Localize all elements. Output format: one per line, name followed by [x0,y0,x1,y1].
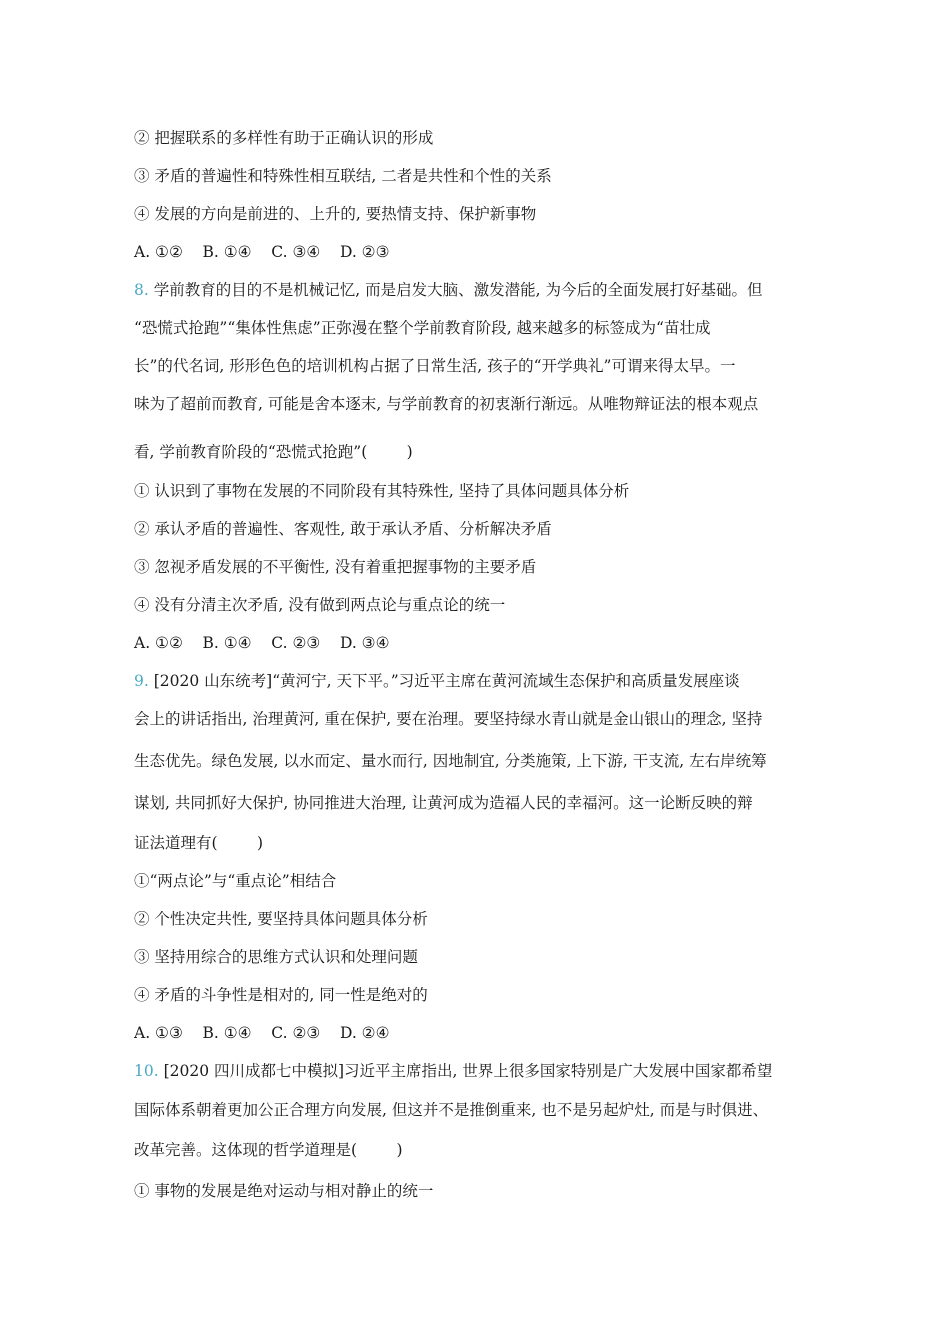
q7-answer-choices: A. ①② B. ①④ C. ③④ D. ②③ [134,243,390,261]
q9-answer-choices: A. ①③ B. ①④ C. ②③ D. ②④ [134,1024,390,1042]
q8-stem-line-1: 8. 学前教育的目的不是机械记忆, 而是启发大脑、激发潜能, 为今后的全面发展打好基础。但 [134,281,763,299]
q8-stem-line-5: 看, 学前教育阶段的“恐慌式抢跑”( ) [134,443,413,461]
q10-stem-line-1: 10. [2020 四川成都七中模拟]习近平主席指出, 世界上很多国家特别是广大发展中国家都希望 [134,1062,773,1080]
q8-option-2: ② 承认矛盾的普遍性、客观性, 敢于承认矛盾、分析解决矛盾 [134,520,552,538]
q8-stem-line-3: 长”的代名词, 形形色色的培训机构占据了日常生活, 孩子的“开学典礼”可谓来得太早。一 [134,357,736,375]
q7-option-4: ④ 发展的方向是前进的、上升的, 要热情支持、保护新事物 [134,205,537,223]
q10-option-1: ① 事物的发展是绝对运动与相对静止的统一 [134,1182,434,1200]
q10-stem-line-3: 改革完善。这体现的哲学道理是( ) [134,1141,403,1159]
q10-number: 10. [134,1062,159,1080]
q10-stem-line-2: 国际体系朝着更加公正合理方向发展, 但这并不是推倒重来, 也不是另起炉灶, 而是与时俱进、 [134,1101,769,1119]
q8-answer-choices: A. ①② B. ①④ C. ②③ D. ③④ [134,634,390,652]
q9-option-3: ③ 坚持用综合的思维方式认识和处理问题 [134,948,418,966]
q8-stem-line-4: 味为了超前而教育, 可能是舍本逐末, 与学前教育的初衷渐行渐远。从唯物辩证法的根本观点 [134,395,759,413]
q9-option-1: ①“两点论”与“重点论”相结合 [134,872,337,890]
q7-option-3: ③ 矛盾的普遍性和特殊性相互联结, 二者是共性和个性的关系 [134,167,552,185]
q7-option-2: ② 把握联系的多样性有助于正确认识的形成 [134,129,434,147]
q9-stem-line-5: 证法道理有( ) [134,834,264,852]
q8-number: 8. [134,281,149,299]
q9-stem-line-3: 生态优先。绿色发展, 以水而定、量水而行, 因地制宜, 分类施策, 上下游, 干支流, 左右岸统筹 [134,752,767,770]
q9-number: 9. [134,672,149,690]
q8-option-4: ④ 没有分清主次矛盾, 没有做到两点论与重点论的统一 [134,596,506,614]
q9-stem-line-2: 会上的讲话指出, 治理黄河, 重在保护, 要在治理。要坚持绿水青山就是金山银山的理念, 坚持 [134,710,763,728]
q9-option-4: ④ 矛盾的斗争性是相对的, 同一性是绝对的 [134,986,428,1004]
q9-option-2: ② 个性决定共性, 要坚持具体问题具体分析 [134,910,428,928]
q9-stem-line-4: 谋划, 共同抓好大保护, 协同推进大治理, 让黄河成为造福人民的幸福河。这一论断反映的辩 [134,794,753,812]
q8-stem-line-2: “恐慌式抢跑”“集体性焦虑”正弥漫在整个学前教育阶段, 越来越多的标签成为“苗壮成 [134,319,711,337]
q9-stem-line-1: 9. [2020 山东统考]“黄河宁, 天下平。”习近平主席在黄河流域生态保护和高质量发展座谈 [134,672,740,690]
q8-option-1: ① 认识到了事物在发展的不同阶段有其特殊性, 坚持了具体问题具体分析 [134,482,630,500]
q8-option-3: ③ 忽视矛盾发展的不平衡性, 没有着重把握事物的主要矛盾 [134,558,537,576]
